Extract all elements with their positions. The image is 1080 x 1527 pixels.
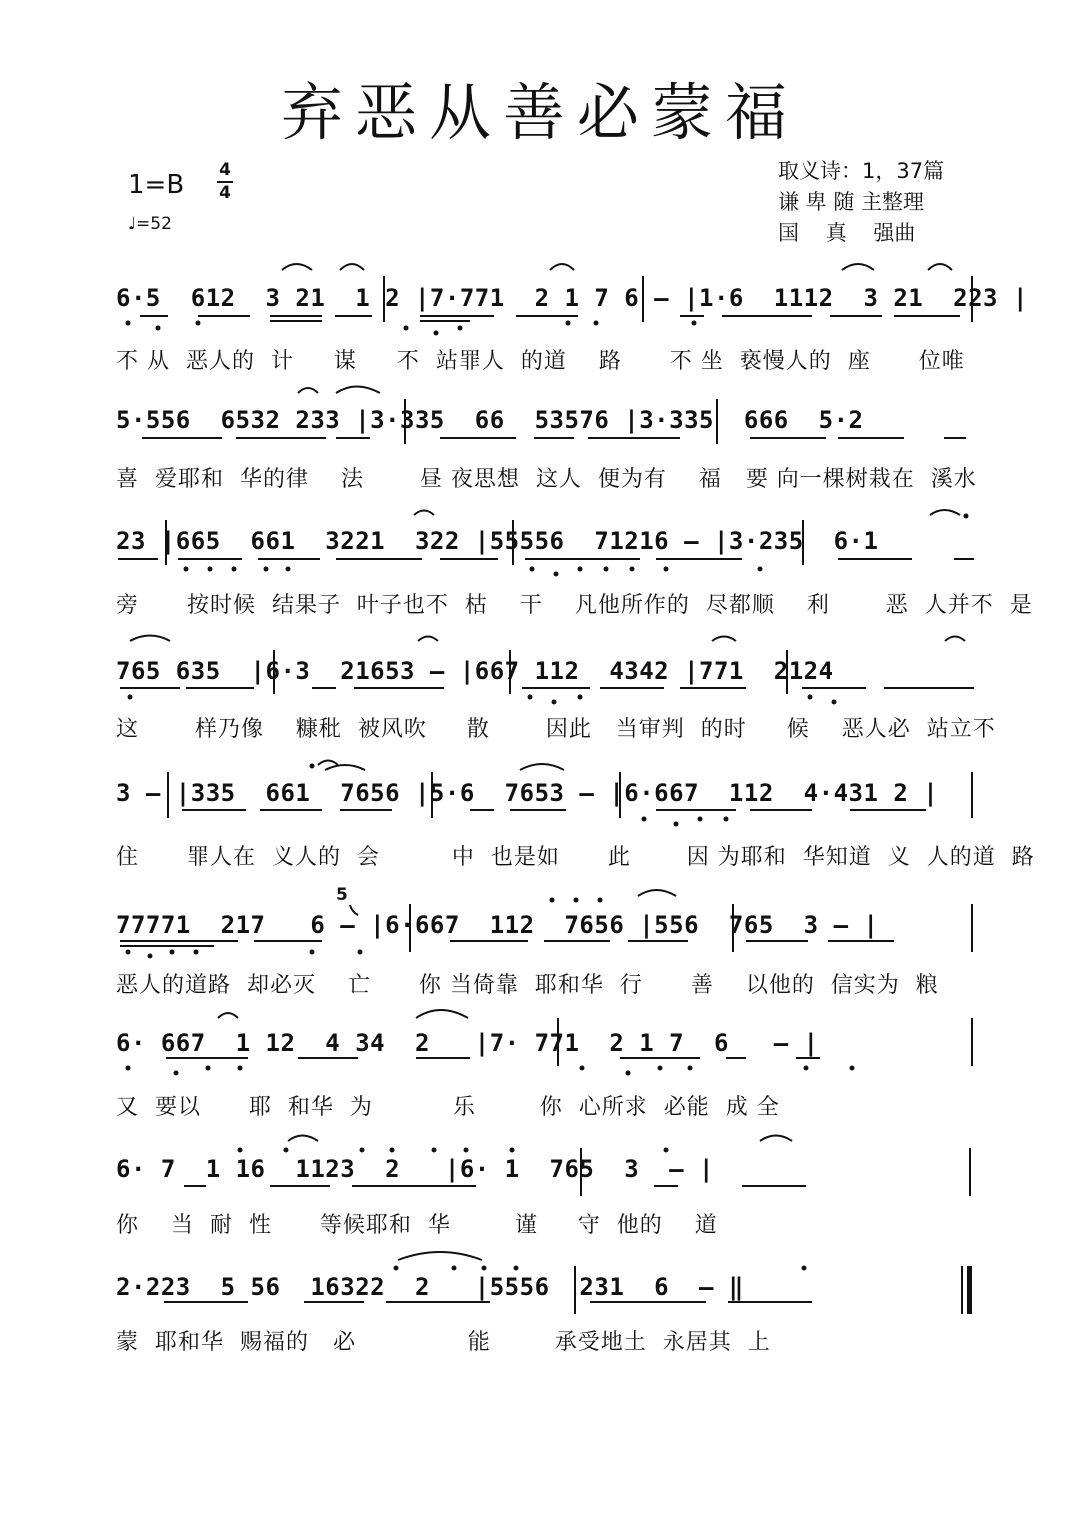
octave-dot bbox=[758, 567, 763, 572]
octave-dot bbox=[464, 1148, 469, 1153]
slur-mark bbox=[325, 765, 365, 770]
octave-dot bbox=[698, 817, 703, 822]
octave-dot bbox=[206, 1066, 211, 1071]
slur-mark bbox=[520, 764, 564, 770]
octave-dot bbox=[578, 567, 583, 572]
octave-dot bbox=[452, 1266, 457, 1271]
slur-mark bbox=[416, 1010, 468, 1018]
time-signature-top: 4 bbox=[219, 160, 231, 180]
time-signature-bottom: 4 bbox=[219, 183, 231, 203]
slur-mark bbox=[712, 637, 736, 642]
octave-dot bbox=[128, 695, 133, 700]
octave-dot bbox=[804, 1066, 809, 1071]
octave-dot bbox=[432, 1148, 437, 1153]
slur-mark bbox=[282, 264, 312, 270]
lyrics-row-5: 住 罪人在 义人的 会 中 也是如 此 因 为耶和 华知道 义 人的道 路 bbox=[116, 845, 1035, 870]
octave-dot bbox=[184, 567, 189, 572]
octave-dot bbox=[208, 567, 213, 572]
octave-dot bbox=[642, 817, 647, 822]
octave-dot bbox=[390, 1148, 395, 1153]
octave-dot bbox=[664, 567, 669, 572]
slur-mark bbox=[288, 1136, 318, 1142]
grace-note: 5 bbox=[336, 885, 348, 905]
notation-row-8: 6· 7 1 16 1123 2 |6· 1 765 3 – | bbox=[116, 1155, 714, 1183]
octave-dot bbox=[238, 1148, 243, 1153]
octave-dot bbox=[310, 764, 315, 769]
credit-arranger: 谦 卑 随 主整理 bbox=[778, 190, 925, 214]
notation-row-2: 5·556 6532 233 |3·335 66 53576 |3·335 666 5·2 bbox=[116, 406, 864, 434]
octave-dot bbox=[264, 567, 269, 572]
octave-dot bbox=[554, 572, 559, 577]
octave-dot bbox=[580, 1066, 585, 1071]
octave-dot bbox=[232, 567, 237, 572]
octave-dot bbox=[528, 695, 533, 700]
octave-dot bbox=[310, 950, 315, 955]
octave-dot bbox=[510, 1148, 515, 1153]
octave-dot bbox=[170, 950, 175, 955]
lyrics-row-1: 不 从 恶人的 计 谋 不 站罪人 的道 路 不 坐 亵慢人的 座 位唯 bbox=[116, 349, 965, 374]
octave-dot bbox=[286, 567, 291, 572]
slur-mark bbox=[928, 264, 952, 270]
credit-source: 取义诗：1，37篇 bbox=[778, 159, 945, 183]
octave-dot bbox=[360, 1148, 365, 1153]
notation-row-1: 6·5 612 3 21 1 2 |7·771 2 1 7 6 – |1·6 1112 3 21 223 | bbox=[116, 284, 1028, 312]
octave-dot bbox=[126, 950, 131, 955]
notation-row-6: 77771 217 6 – |6·667 112 7656 |556 765 3 – | bbox=[116, 911, 879, 939]
tempo-marking: ♩=52 bbox=[128, 214, 172, 234]
octave-dot bbox=[598, 898, 603, 903]
slur-mark bbox=[945, 637, 965, 642]
octave-dot bbox=[964, 514, 969, 519]
slur-mark bbox=[418, 637, 438, 642]
octave-dot bbox=[358, 950, 363, 955]
octave-dot bbox=[674, 822, 679, 827]
slur-mark bbox=[842, 264, 874, 270]
octave-dot bbox=[404, 326, 409, 331]
notation-row-9: 2·223 5 56 16322 2 |5556 231 6 – ‖ bbox=[116, 1273, 744, 1301]
octave-dot bbox=[552, 700, 557, 705]
slur-mark bbox=[350, 905, 358, 915]
octave-dot bbox=[148, 954, 153, 959]
octave-dot bbox=[604, 567, 609, 572]
lyrics-row-9: 蒙 耶和华 赐福的 必 能 承受地土 永居其 上 bbox=[116, 1330, 771, 1355]
octave-dot bbox=[126, 321, 131, 326]
slur-mark bbox=[760, 1136, 792, 1142]
octave-dot bbox=[550, 898, 555, 903]
notation-row-4: 765 635 |6·3 21653 – |667 112 4342 |771 2124 bbox=[116, 657, 834, 685]
octave-dot bbox=[126, 1066, 131, 1071]
slur-mark bbox=[414, 511, 434, 516]
octave-dot bbox=[724, 817, 729, 822]
credit-composer: 国 真 强曲 bbox=[778, 221, 916, 245]
octave-dot bbox=[482, 1266, 487, 1271]
slur-mark bbox=[398, 1252, 482, 1260]
final-barline-thick bbox=[967, 1266, 972, 1314]
slur-mark bbox=[336, 387, 380, 394]
octave-dot bbox=[196, 321, 201, 326]
octave-dot bbox=[630, 567, 635, 572]
slur-mark bbox=[550, 264, 574, 270]
slur-mark bbox=[298, 388, 318, 393]
slur-mark bbox=[930, 510, 960, 515]
octave-dot bbox=[688, 1066, 693, 1071]
slur-mark bbox=[638, 890, 676, 896]
octave-dot bbox=[850, 1066, 855, 1071]
lyrics-row-4: 这 样乃像 糠秕 被风吹 散 因此 当审判 的时 候 恶人必 站立不 bbox=[116, 717, 996, 742]
notation-row-7: 6· 667 1 12 4 34 2 |7· 771 2 1 7 6 – | bbox=[116, 1029, 819, 1057]
octave-dot bbox=[284, 1148, 289, 1153]
lyrics-row-7: 又 要以 耶 和华 为 乐 你 心所求 必能 成 全 bbox=[116, 1095, 780, 1120]
octave-dot bbox=[530, 567, 535, 572]
octave-dot bbox=[664, 1148, 669, 1153]
key-signature: 1=B bbox=[128, 170, 185, 200]
octave-dot bbox=[458, 326, 463, 331]
slur-mark bbox=[130, 636, 170, 642]
octave-dot bbox=[238, 1066, 243, 1071]
notation-row-5: 3 – |335 661 7656 |5·6 7653 – |6·667 112 4·431 2 | bbox=[116, 779, 939, 807]
octave-dot bbox=[802, 1266, 807, 1271]
octave-dot bbox=[156, 326, 161, 331]
lyrics-row-6: 恶人的道路 却必灭 亡 你 当倚靠 耶和华 行 善 以他的 信实为 粮 bbox=[116, 973, 939, 998]
lyrics-row-3: 旁 按时候 结果子 叶子也不 枯 干 凡他所作的 尽都顺 利 恶 人并不 是 bbox=[116, 593, 1033, 618]
notation-row-3: 23 |665 661 3221 322 |55556 71216 – |3·235 6·1 bbox=[116, 527, 879, 555]
octave-dot bbox=[434, 331, 439, 336]
octave-dot bbox=[578, 695, 583, 700]
octave-dot bbox=[574, 898, 579, 903]
octave-dot bbox=[692, 321, 697, 326]
octave-dot bbox=[394, 1266, 399, 1271]
octave-dot bbox=[658, 1066, 663, 1071]
octave-dot bbox=[514, 1266, 519, 1271]
octave-dot bbox=[626, 1071, 631, 1076]
octave-dot bbox=[566, 321, 571, 326]
octave-dot bbox=[832, 700, 837, 705]
song-title: 弃恶从善必蒙福 bbox=[280, 76, 799, 149]
octave-dot bbox=[194, 950, 199, 955]
slur-mark bbox=[340, 264, 364, 270]
octave-dot bbox=[594, 321, 599, 326]
slur-mark bbox=[318, 761, 338, 766]
lyrics-row-8: 你 当 耐 性 等候耶和 华 谨 守 他的 道 bbox=[116, 1213, 718, 1238]
octave-dot bbox=[808, 695, 813, 700]
slur-mark bbox=[218, 1013, 238, 1018]
octave-dot bbox=[174, 1071, 179, 1076]
lyrics-row-2: 喜 爱耶和 华的律 法 昼 夜思想 这人 便为有 福 要 向一棵树栽在 溪水 bbox=[116, 467, 977, 492]
